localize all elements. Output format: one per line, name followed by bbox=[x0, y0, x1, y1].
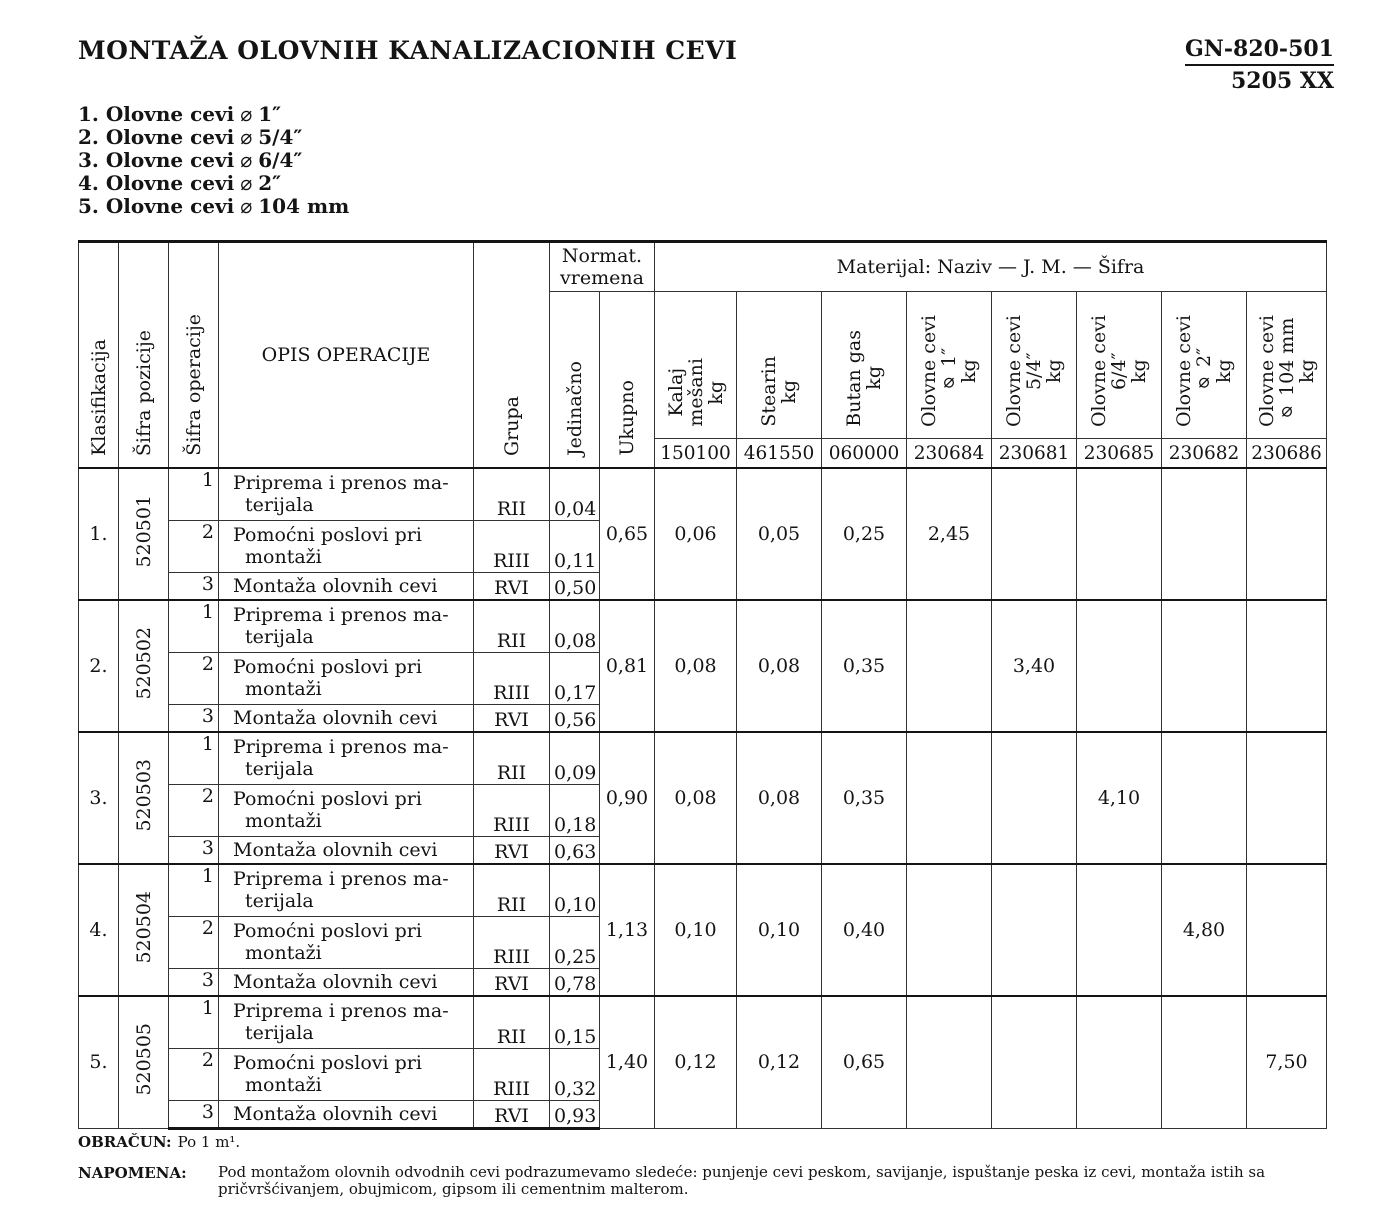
material-code: 230685 bbox=[1077, 439, 1162, 469]
material-quantity-cell: 0,06 bbox=[655, 468, 737, 600]
material-name-line: 6/4″ bbox=[1108, 352, 1130, 390]
material-quantity-cell bbox=[992, 996, 1077, 1128]
material-quantity-cell: 0,12 bbox=[737, 996, 822, 1128]
pipe-item-name: Olovne cevi bbox=[105, 125, 235, 149]
material-name-line: 5/4″ bbox=[1023, 352, 1045, 390]
sifra-operacije-cell: 1 bbox=[169, 600, 219, 652]
material-name-line: kg bbox=[958, 359, 980, 383]
pipe-item-name: Olovne cevi bbox=[105, 102, 235, 126]
opis-operacije-cell: Priprema i prenos ma- terijala bbox=[219, 600, 474, 652]
material-name-line: Olovne cevi bbox=[1003, 314, 1025, 427]
diameter-icon: ⌀ bbox=[240, 171, 253, 195]
material-name-line: kg bbox=[1128, 359, 1150, 383]
sifra-operacije-cell: 2 bbox=[169, 916, 219, 968]
pipe-item-size: 2″ bbox=[258, 171, 282, 195]
opis-operacije-cell: Priprema i prenos ma- terijala bbox=[219, 996, 474, 1048]
jedinacno-cell: 0,15 bbox=[550, 996, 600, 1048]
material-quantity-cell bbox=[1077, 996, 1162, 1128]
table-row bbox=[79, 996, 1327, 1048]
material-quantity-cell bbox=[1077, 864, 1162, 996]
header-material-3 bbox=[907, 292, 992, 439]
jedinacno-cell: 0,78 bbox=[550, 968, 600, 996]
opis-operacije-cell: Priprema i prenos ma- terijala bbox=[219, 732, 474, 784]
opis-operacije-cell: Pomoćni poslovi pri montaži bbox=[219, 784, 474, 836]
ukupno-cell: 0,65 bbox=[600, 468, 655, 600]
pipe-item bbox=[78, 195, 349, 218]
jedinacno-cell: 0,50 bbox=[550, 572, 600, 600]
obracun-label: OBRAČUN: bbox=[78, 1133, 172, 1151]
opis-operacije-cell: Montaža olovnih cevi bbox=[219, 704, 474, 732]
material-quantity-cell bbox=[1247, 864, 1327, 996]
sifra-operacije-cell: 1 bbox=[169, 996, 219, 1048]
grupa-cell: RII bbox=[474, 600, 550, 652]
material-quantity-cell: 0,35 bbox=[822, 732, 907, 864]
pipe-item-number: 4. bbox=[78, 171, 99, 195]
material-code: 150100 bbox=[655, 439, 737, 469]
klasifikacija-cell: 2. bbox=[79, 600, 119, 732]
material-quantity-cell: 0,08 bbox=[737, 732, 822, 864]
material-name-line: Stearin bbox=[758, 356, 780, 427]
material-quantity-cell: 7,50 bbox=[1247, 996, 1327, 1128]
document-title: MONTAŽA OLOVNIH KANALIZACIONIH CEVI bbox=[78, 36, 738, 65]
header-sifra-operacije: Šifra operacije bbox=[169, 242, 219, 469]
ukupno-cell: 1,13 bbox=[600, 864, 655, 996]
sifra-operacije-cell: 1 bbox=[169, 864, 219, 916]
material-name-line: kg bbox=[1043, 359, 1065, 383]
sifra-pozicije-cell: 520502 bbox=[119, 600, 169, 732]
material-code: 230684 bbox=[907, 439, 992, 469]
opis-operacije-cell: Pomoćni poslovi pri montaži bbox=[219, 1048, 474, 1100]
jedinacno-cell: 0,25 bbox=[550, 916, 600, 968]
grupa-cell: RIII bbox=[474, 652, 550, 704]
opis-operacije-cell: Montaža olovnih cevi bbox=[219, 836, 474, 864]
jedinacno-cell: 0,11 bbox=[550, 520, 600, 572]
obracun-row bbox=[78, 1133, 1338, 1151]
material-quantity-cell bbox=[1247, 732, 1327, 864]
material-code: 230682 bbox=[1162, 439, 1247, 469]
header-materijal: Materijal: Naziv — J. M. — Šifra bbox=[655, 242, 1327, 292]
grupa-cell: RVI bbox=[474, 836, 550, 864]
header-opis-operacije: OPIS OPERACIJE bbox=[219, 242, 474, 469]
material-quantity-cell bbox=[992, 864, 1077, 996]
header-material-4 bbox=[992, 292, 1077, 439]
material-quantity-cell bbox=[1162, 600, 1247, 732]
material-name-line: kg bbox=[863, 366, 885, 391]
header-jedinacno: Jedinačno bbox=[550, 292, 600, 469]
material-name-line: Olovne cevi bbox=[1088, 314, 1110, 427]
material-quantity-cell: 0,40 bbox=[822, 864, 907, 996]
header-material-2 bbox=[822, 292, 907, 439]
sifra-pozicije-cell: 520503 bbox=[119, 732, 169, 864]
klasifikacija-cell: 1. bbox=[79, 468, 119, 600]
pipe-item-number: 5. bbox=[78, 194, 99, 218]
sifra-operacije-cell: 2 bbox=[169, 784, 219, 836]
sifra-pozicije-cell: 520505 bbox=[119, 996, 169, 1128]
pipe-items-list bbox=[78, 103, 349, 218]
operations-table bbox=[78, 240, 1327, 1130]
ukupno-cell: 0,90 bbox=[600, 732, 655, 864]
material-quantity-cell bbox=[1162, 468, 1247, 600]
jedinacno-cell: 0,10 bbox=[550, 864, 600, 916]
diameter-icon: ⌀ bbox=[240, 125, 253, 149]
material-quantity-cell: 0,08 bbox=[655, 732, 737, 864]
diameter-icon: ⌀ bbox=[240, 148, 253, 172]
material-name-line: kg bbox=[1213, 359, 1235, 383]
grupa-cell: RVI bbox=[474, 1100, 550, 1128]
napomena-label: NAPOMENA: bbox=[78, 1164, 187, 1182]
document-code-bottom: 5205 XX bbox=[1230, 68, 1334, 94]
header-material-1 bbox=[737, 292, 822, 439]
table-row bbox=[79, 600, 1327, 652]
jedinacno-cell: 0,04 bbox=[550, 468, 600, 520]
sifra-pozicije-cell: 520504 bbox=[119, 864, 169, 996]
material-quantity-cell: 0,08 bbox=[737, 600, 822, 732]
sifra-operacije-cell: 3 bbox=[169, 1100, 219, 1128]
pipe-item-size: 6/4″ bbox=[258, 148, 303, 172]
material-quantity-cell: 4,80 bbox=[1162, 864, 1247, 996]
sifra-operacije-cell: 1 bbox=[169, 468, 219, 520]
material-name-line: kg bbox=[704, 380, 727, 405]
pipe-item-size: 104 mm bbox=[258, 194, 350, 218]
sifra-operacije-cell: 2 bbox=[169, 520, 219, 572]
opis-operacije-cell: Priprema i prenos ma- terijala bbox=[219, 468, 474, 520]
ukupno-cell: 0,81 bbox=[600, 600, 655, 732]
grupa-cell: RII bbox=[474, 468, 550, 520]
obracun-text: Po 1 m¹. bbox=[177, 1133, 241, 1151]
document-code-top: GN-820-501 bbox=[1185, 36, 1334, 66]
material-code: 230681 bbox=[992, 439, 1077, 469]
pipe-item-name: Olovne cevi bbox=[105, 194, 235, 218]
material-name-line: Butan gas bbox=[843, 330, 865, 427]
pipe-item bbox=[78, 103, 349, 126]
opis-operacije-cell: Montaža olovnih cevi bbox=[219, 572, 474, 600]
header-grupa: Grupa bbox=[474, 242, 550, 469]
opis-operacije-cell: Priprema i prenos ma- terijala bbox=[219, 864, 474, 916]
grupa-cell: RII bbox=[474, 996, 550, 1048]
table-row bbox=[79, 732, 1327, 784]
header-klasifikacija: Klasifikacija bbox=[79, 242, 119, 469]
material-quantity-cell bbox=[992, 468, 1077, 600]
sifra-operacije-cell: 1 bbox=[169, 732, 219, 784]
material-quantity-cell bbox=[1247, 468, 1327, 600]
opis-operacije-cell: Pomoćni poslovi pri montaži bbox=[219, 916, 474, 968]
material-name-line: Olovne cevi bbox=[1173, 314, 1195, 427]
opis-operacije-cell: Montaža olovnih cevi bbox=[219, 1100, 474, 1128]
diameter-icon: ⌀ bbox=[240, 194, 253, 218]
material-name-line: ⌀ 104 mm bbox=[1275, 317, 1298, 425]
jedinacno-cell: 0,08 bbox=[550, 600, 600, 652]
material-quantity-cell bbox=[1162, 996, 1247, 1128]
grupa-cell: RIII bbox=[474, 784, 550, 836]
material-name-line: kg bbox=[1295, 359, 1318, 383]
material-quantity-cell: 0,25 bbox=[822, 468, 907, 600]
table-row bbox=[79, 864, 1327, 916]
jedinacno-cell: 0,09 bbox=[550, 732, 600, 784]
material-quantity-cell bbox=[992, 732, 1077, 864]
material-quantity-cell: 0,10 bbox=[737, 864, 822, 996]
material-quantity-cell bbox=[1077, 600, 1162, 732]
pipe-item-number: 2. bbox=[78, 125, 99, 149]
grupa-cell: RVI bbox=[474, 968, 550, 996]
material-quantity-cell bbox=[907, 732, 992, 864]
header-material-6 bbox=[1162, 292, 1247, 439]
jedinacno-cell: 0,18 bbox=[550, 784, 600, 836]
sifra-operacije-cell: 3 bbox=[169, 836, 219, 864]
header-material-5 bbox=[1077, 292, 1162, 439]
material-quantity-cell: 4,10 bbox=[1077, 732, 1162, 864]
grupa-cell: RIII bbox=[474, 1048, 550, 1100]
pipe-item-size: 5/4″ bbox=[258, 125, 303, 149]
material-name-line: Olovne cevi bbox=[918, 314, 940, 427]
material-quantity-cell: 0,10 bbox=[655, 864, 737, 996]
pipe-item bbox=[78, 172, 349, 195]
material-quantity-cell bbox=[1247, 600, 1327, 732]
diameter-icon: ⌀ bbox=[240, 102, 253, 126]
sifra-pozicije-cell: 520501 bbox=[119, 468, 169, 600]
klasifikacija-cell: 3. bbox=[79, 732, 119, 864]
jedinacno-cell: 0,93 bbox=[550, 1100, 600, 1128]
material-name-line: ⌀ 1″ bbox=[938, 347, 960, 395]
sifra-operacije-cell: 3 bbox=[169, 572, 219, 600]
material-quantity-cell bbox=[907, 600, 992, 732]
pipe-item-number: 1. bbox=[78, 102, 99, 126]
sifra-operacije-cell: 3 bbox=[169, 968, 219, 996]
material-quantity-cell: 0,05 bbox=[737, 468, 822, 600]
jedinacno-cell: 0,17 bbox=[550, 652, 600, 704]
material-quantity-cell: 0,12 bbox=[655, 996, 737, 1128]
jedinacno-cell: 0,56 bbox=[550, 704, 600, 732]
material-quantity-cell: 0,08 bbox=[655, 600, 737, 732]
opis-operacije-cell: Montaža olovnih cevi bbox=[219, 968, 474, 996]
material-code: 060000 bbox=[822, 439, 907, 469]
sifra-operacije-cell: 2 bbox=[169, 1048, 219, 1100]
jedinacno-cell: 0,63 bbox=[550, 836, 600, 864]
grupa-cell: RVI bbox=[474, 704, 550, 732]
klasifikacija-cell: 4. bbox=[79, 864, 119, 996]
material-quantity-cell bbox=[1077, 468, 1162, 600]
grupa-cell: RIII bbox=[474, 916, 550, 968]
sifra-operacije-cell: 3 bbox=[169, 704, 219, 732]
pipe-item-name: Olovne cevi bbox=[105, 148, 235, 172]
material-quantity-cell: 2,45 bbox=[907, 468, 992, 600]
napomena-text: Pod montažom olovnih odvodnih cevi podrazumevamo sledeće: punjenje cevi peskom, savijanje, ispuštanje peska iz cevi, montaža istih sa pričvršćivanjem, obujmicom, gipsom ili cementnim malterom. bbox=[218, 1163, 1266, 1198]
material-name-line: mešani bbox=[684, 358, 707, 427]
grupa-cell: RII bbox=[474, 864, 550, 916]
opis-operacije-cell: Pomoćni poslovi pri montaži bbox=[219, 652, 474, 704]
opis-operacije-cell: Pomoćni poslovi pri montaži bbox=[219, 520, 474, 572]
jedinacno-cell: 0,32 bbox=[550, 1048, 600, 1100]
pipe-item bbox=[78, 149, 349, 172]
grupa-cell: RII bbox=[474, 732, 550, 784]
document-code bbox=[1185, 36, 1334, 94]
pipe-item-number: 3. bbox=[78, 148, 99, 172]
pipe-item-size: 1″ bbox=[258, 102, 282, 126]
material-quantity-cell: 3,40 bbox=[992, 600, 1077, 732]
klasifikacija-cell: 5. bbox=[79, 996, 119, 1128]
material-name-line: Kalaj bbox=[664, 368, 687, 418]
material-code: 230686 bbox=[1247, 439, 1327, 469]
table-row bbox=[79, 468, 1327, 520]
material-quantity-cell: 0,65 bbox=[822, 996, 907, 1128]
header-sifra-pozicije: Šifra pozicije bbox=[119, 242, 169, 469]
header-material-7 bbox=[1247, 292, 1327, 439]
pipe-item bbox=[78, 126, 349, 149]
material-quantity-cell bbox=[907, 864, 992, 996]
header-normat-vremena: Normat. vremena bbox=[550, 242, 655, 292]
header-material-0 bbox=[655, 292, 737, 439]
napomena-row bbox=[78, 1164, 1338, 1198]
notes-section bbox=[78, 1133, 1338, 1198]
material-code: 461550 bbox=[737, 439, 822, 469]
material-quantity-cell bbox=[1162, 732, 1247, 864]
material-name-line: Olovne cevi bbox=[1255, 314, 1278, 427]
pipe-item-name: Olovne cevi bbox=[105, 171, 235, 195]
header-ukupno: Ukupno bbox=[600, 292, 655, 469]
material-quantity-cell bbox=[907, 996, 992, 1128]
material-quantity-cell: 0,35 bbox=[822, 600, 907, 732]
grupa-cell: RIII bbox=[474, 520, 550, 572]
sifra-operacije-cell: 2 bbox=[169, 652, 219, 704]
grupa-cell: RVI bbox=[474, 572, 550, 600]
material-name-line: kg bbox=[778, 379, 800, 404]
ukupno-cell: 1,40 bbox=[600, 996, 655, 1128]
material-name-line: ⌀ 2″ bbox=[1193, 347, 1215, 395]
